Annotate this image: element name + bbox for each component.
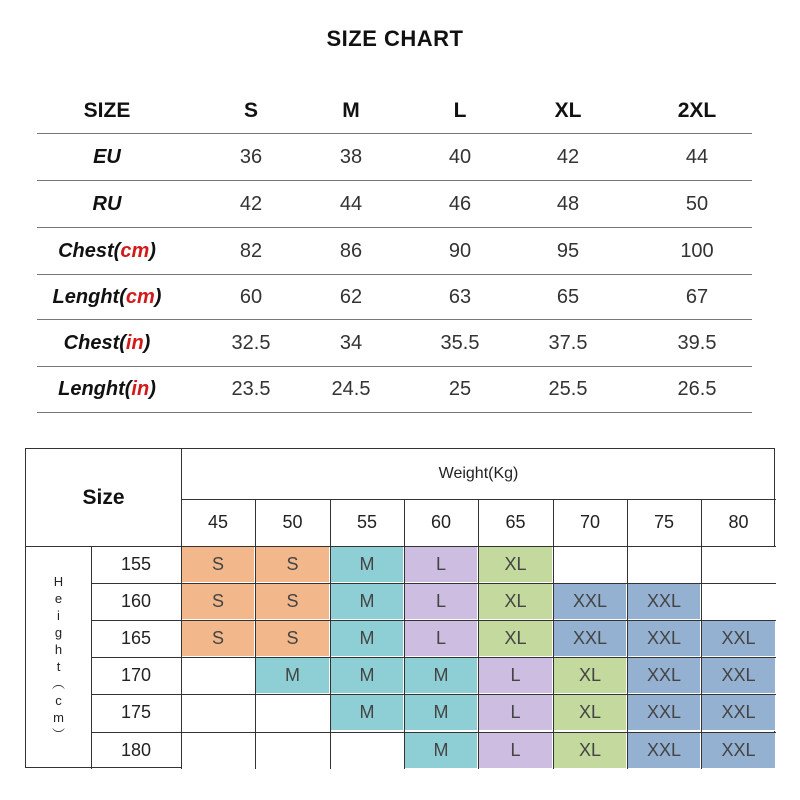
row-label-text: Lenght( xyxy=(58,378,132,400)
row-label xyxy=(37,275,177,319)
row-label-text: RU xyxy=(92,192,122,215)
row-label xyxy=(37,367,177,412)
size-cell: XXL xyxy=(701,732,776,769)
row-unit: in xyxy=(131,378,150,400)
table-cell: 25.5 xyxy=(548,378,588,400)
grid-line xyxy=(701,499,702,769)
size-cell: S xyxy=(255,546,330,583)
grid-line xyxy=(181,449,182,769)
grid-line xyxy=(91,620,776,621)
weight-column-header: 55 xyxy=(356,512,378,532)
size-cell xyxy=(701,583,776,620)
weight-column-header: 80 xyxy=(728,512,749,532)
page-title: SIZE CHART xyxy=(326,26,464,51)
size-cell: M xyxy=(330,546,404,583)
size-column-header: XL xyxy=(554,98,582,122)
height-label-char: e xyxy=(54,590,63,606)
row-unit: in xyxy=(125,331,144,354)
grid-line xyxy=(255,499,256,769)
size-cell: M xyxy=(330,657,404,694)
table-cell: 86 xyxy=(339,239,363,262)
grid-line xyxy=(91,694,776,695)
table-cell: 24.5 xyxy=(331,378,371,400)
weight-column-header: 75 xyxy=(653,512,675,532)
grid-line xyxy=(330,499,331,769)
fit-grid xyxy=(25,448,775,768)
row-label xyxy=(37,228,177,274)
size-column-header: S xyxy=(243,98,258,122)
size-cell: XXL xyxy=(701,694,776,731)
row-label-text: Lenght( xyxy=(52,285,126,308)
height-row-label: 170 xyxy=(120,665,152,686)
size-cell: XXL xyxy=(553,583,627,620)
size-cell xyxy=(701,546,776,583)
size-cell: M xyxy=(404,657,478,694)
size-cell xyxy=(181,657,255,694)
table-cell: 63 xyxy=(448,285,472,308)
height-row-label: 180 xyxy=(120,739,152,760)
size-cell: M xyxy=(330,620,404,657)
size-cell: M xyxy=(404,694,478,731)
table-cell: 39.5 xyxy=(677,331,717,354)
table-cell: 25 xyxy=(448,378,472,400)
size-cell: S xyxy=(255,583,330,620)
measurement-table xyxy=(37,88,752,413)
size-cell: M xyxy=(330,694,404,731)
size-column-header: M xyxy=(342,98,360,122)
size-column-header: L xyxy=(453,98,467,122)
size-column-header: 2XL xyxy=(677,98,717,122)
height-axis-label xyxy=(26,546,91,769)
height-row-label: 165 xyxy=(120,628,152,649)
table-cell: 42 xyxy=(239,192,263,215)
table-cell: 36 xyxy=(239,145,263,168)
table-cell: 67 xyxy=(685,285,709,308)
size-cell xyxy=(255,694,330,731)
size-cell xyxy=(181,694,255,731)
table-cell: 82 xyxy=(239,239,263,262)
weight-column-header: 50 xyxy=(282,512,303,532)
table-row xyxy=(37,367,752,413)
size-cell: XXL xyxy=(627,583,701,620)
size-cell: M xyxy=(255,657,330,694)
table-cell: 44 xyxy=(685,145,709,168)
weight-column-header: 45 xyxy=(207,512,229,532)
grid-line xyxy=(91,732,776,733)
table-row xyxy=(37,275,752,320)
size-cell: L xyxy=(404,620,478,657)
table-row xyxy=(37,228,752,275)
size-cell: XL xyxy=(553,657,627,694)
grid-corner-label: Size xyxy=(82,485,125,509)
row-label-close: ) xyxy=(143,331,151,354)
row-label-close: ) xyxy=(154,285,162,308)
size-cell: XL xyxy=(478,546,553,583)
size-cell: M xyxy=(330,583,404,620)
size-cell: XXL xyxy=(553,620,627,657)
table-cell: 48 xyxy=(556,192,580,215)
size-cell: XXL xyxy=(701,657,776,694)
height-label-char: i xyxy=(57,607,60,623)
weight-header: Weight(Kg) xyxy=(438,465,519,482)
size-cell: S xyxy=(255,620,330,657)
table-cell: 100 xyxy=(680,239,714,262)
size-cell: XXL xyxy=(627,694,701,731)
row-label xyxy=(37,181,177,227)
size-cell: L xyxy=(404,583,478,620)
table-cell: 50 xyxy=(685,192,709,215)
size-cell: XL xyxy=(478,583,553,620)
size-cell: L xyxy=(478,694,553,731)
size-cell: L xyxy=(478,657,553,694)
size-cell: S xyxy=(181,546,255,583)
grid-line xyxy=(91,657,776,658)
grid-line xyxy=(553,499,554,769)
size-cell: S xyxy=(181,583,255,620)
height-label-char: t xyxy=(56,658,61,674)
size-cell: XXL xyxy=(701,620,776,657)
table-row xyxy=(37,181,752,228)
size-cell: L xyxy=(478,732,553,769)
grid-line xyxy=(26,546,776,547)
weight-column-header: 70 xyxy=(579,512,601,532)
height-row-label: 160 xyxy=(120,591,152,612)
grid-line xyxy=(478,499,479,769)
table-cell: 32.5 xyxy=(231,331,271,354)
grid-line xyxy=(91,546,92,769)
row-label-text: Chest( xyxy=(63,331,126,354)
height-label-char: c xyxy=(55,692,62,708)
table-row xyxy=(37,320,752,367)
header-label: SIZE xyxy=(83,98,131,122)
table-row xyxy=(37,134,752,181)
size-cell xyxy=(553,546,627,583)
height-row-label: 175 xyxy=(120,702,152,723)
row-unit: cm xyxy=(125,285,155,308)
size-cell: XXL xyxy=(627,732,701,769)
grid-line xyxy=(627,499,628,769)
row-label-close: ) xyxy=(149,378,156,400)
table-cell: 23.5 xyxy=(231,378,271,400)
grid-line xyxy=(91,583,776,584)
table-cell: 37.5 xyxy=(548,331,588,354)
height-label-char: h xyxy=(54,641,63,657)
size-cell: XXL xyxy=(627,657,701,694)
table-cell: 60 xyxy=(239,285,263,308)
table-cell: 42 xyxy=(556,145,580,168)
size-cell xyxy=(330,732,404,769)
table-header-row xyxy=(37,88,752,134)
grid-line xyxy=(404,499,405,769)
size-cell: XL xyxy=(478,620,553,657)
size-cell xyxy=(255,732,330,769)
weight-column-header: 60 xyxy=(430,512,452,532)
table-cell: 26.5 xyxy=(677,378,717,400)
size-cell: XL xyxy=(553,732,627,769)
row-label-text: EU xyxy=(93,145,121,168)
table-cell: 40 xyxy=(448,145,472,168)
row-label xyxy=(37,134,177,180)
row-label-close: ) xyxy=(149,239,156,262)
size-cell xyxy=(627,546,701,583)
size-cell: XL xyxy=(553,694,627,731)
weight-column-header: 65 xyxy=(505,512,526,532)
table-cell: 95 xyxy=(556,239,580,262)
table-cell: 90 xyxy=(448,239,472,262)
height-label-char: ︵ xyxy=(51,675,65,691)
row-unit: cm xyxy=(120,239,150,262)
row-label xyxy=(37,320,177,366)
table-cell: 46 xyxy=(448,192,472,215)
table-cell: 34 xyxy=(339,331,363,354)
size-cell: S xyxy=(181,620,255,657)
size-cell: M xyxy=(404,732,478,769)
height-label-char: H xyxy=(53,573,64,589)
height-label-char: g xyxy=(54,624,63,640)
table-cell: 65 xyxy=(556,285,580,308)
table-cell: 35.5 xyxy=(440,331,480,354)
height-label-char: ︶ xyxy=(51,726,65,742)
size-cell xyxy=(181,732,255,769)
table-cell: 44 xyxy=(339,192,363,215)
table-cell: 38 xyxy=(339,145,363,168)
height-row-label: 155 xyxy=(120,554,152,575)
size-cell: XXL xyxy=(627,620,701,657)
row-label-text: Chest( xyxy=(58,239,121,262)
table-cell: 62 xyxy=(339,285,363,308)
size-cell: L xyxy=(404,546,478,583)
height-label-char: m xyxy=(53,709,64,725)
